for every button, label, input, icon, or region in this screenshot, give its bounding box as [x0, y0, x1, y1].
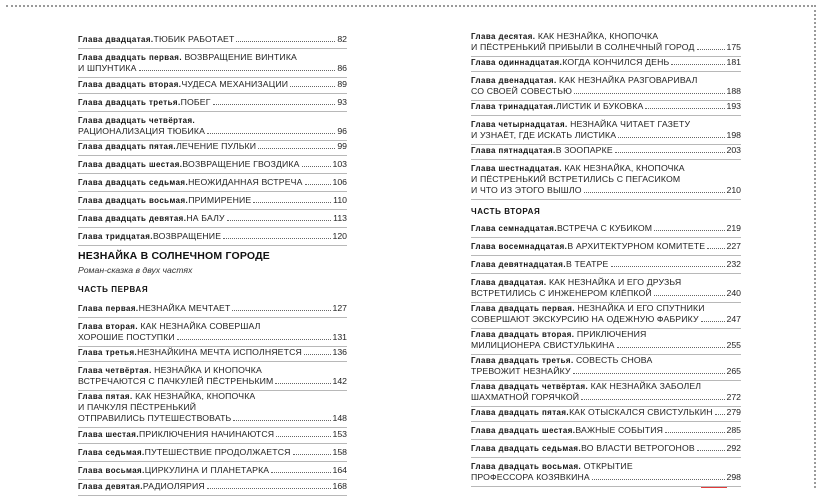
chapter-title-line: В ТЕАТРЕ [565, 259, 609, 269]
toc-line [78, 52, 347, 63]
toc-line [78, 413, 347, 424]
toc-line [78, 365, 347, 376]
dot-leader [611, 266, 725, 267]
chapter-title-line: НЕЗНАЙКА И КНОПОЧКА [154, 365, 262, 375]
page-number: 272 [726, 392, 741, 402]
chapter-label: Глава двадцать третья. [78, 98, 181, 107]
chapter-title-line: КАК НЕЗНАЙКА И ЕГО ДРУЗЬЯ [548, 277, 682, 287]
entry-separator [78, 209, 347, 210]
toc-line [471, 241, 741, 252]
toc-line [471, 392, 741, 403]
entry-separator [471, 273, 741, 274]
entry-separator [78, 173, 347, 174]
chapter-label: Глава двадцатая. [78, 35, 154, 44]
entry-separator [78, 77, 347, 78]
page-number: 240 [726, 288, 741, 298]
toc-line [471, 355, 741, 366]
chapter-label: Глава девятнадцатая. [471, 260, 566, 269]
toc-line [78, 429, 347, 440]
chapter-label: Глава двадцать восьмая. [471, 462, 582, 471]
chapter-label: Глава шестая. [78, 430, 139, 439]
toc-line [78, 447, 347, 458]
chapter-label: Глава двадцать вторая. [78, 80, 182, 89]
entry-separator [471, 71, 741, 72]
page-number: 103 [332, 159, 347, 169]
chapter-title-line: ТРЕВОЖИТ НЕЗНАЙКУ [471, 366, 571, 376]
toc-line [78, 402, 347, 413]
chapter-label: Глава седьмая. [78, 448, 145, 457]
chapter-title-line: ВОЗВРАЩЕНИЕ [152, 231, 222, 241]
page-number: 285 [726, 425, 741, 435]
chapter-title-line: РАЦИОНАЛИЗАЦИЯ ТЮБИКА [78, 126, 206, 136]
chapter-title-line: КОГДА КОНЧИЛСЯ ДЕНЬ [562, 57, 670, 67]
chapter-label: Глава тринадцатая. [471, 102, 556, 111]
page-number: 292 [726, 443, 741, 453]
page-number: 113 [333, 213, 347, 223]
chapter-title-line: ВАЖНЫЕ СОБЫТИЯ [575, 425, 664, 435]
dot-leader [236, 41, 335, 42]
chapter-title-line: НЕЗНАЙКА ЧИТАЕТ ГАЗЕТУ [570, 119, 691, 129]
chapter-label: Глава третья. [78, 348, 138, 357]
chapter-label: Глава двадцать девятая. [78, 214, 187, 223]
chapter-label: Глава восемнадцатая. [471, 242, 568, 251]
dot-leader [223, 238, 330, 239]
entry-separator [78, 227, 347, 228]
chapter-label: Глава четвёртая. [78, 366, 152, 375]
toc-line [78, 34, 347, 45]
chapter-label: Глава пятнадцатая. [471, 146, 556, 155]
chapter-title-line: ПРИКЛЮЧЕНИЯ [576, 329, 647, 339]
toc-line [471, 407, 741, 418]
book-title: НЕЗНАЙКА В СОЛНЕЧНОМ ГОРОДЕ [78, 250, 271, 262]
chapter-label: Глава двадцать первая. [78, 53, 183, 62]
toc-line [78, 213, 347, 224]
chapter-title-line: ОТКРЫТИЕ [583, 461, 633, 471]
chapter-title-line: ХОРОШИЕ ПОСТУПКИ [78, 332, 175, 342]
toc-line [471, 57, 741, 68]
chapter-label: Глава двадцать четвёртая. [471, 382, 589, 391]
entry-separator [78, 427, 347, 428]
entry-separator [78, 155, 347, 156]
chapter-title-line: РАДИОЛЯРИЯ [142, 481, 205, 491]
chapter-label: Глава двенадцатая. [471, 76, 557, 85]
chapter-title-line: И ПАЧКУЛЯ ПЁСТРЕНЬКИЙ [78, 402, 197, 412]
top-dotted-border [6, 5, 813, 15]
dot-leader [253, 202, 331, 203]
chapter-title-line: ВОЗВРАЩЕНИЕ ГВОЗДИКА [182, 159, 300, 169]
page-number: 148 [332, 413, 347, 423]
page-number: 153 [332, 429, 347, 439]
dot-leader [139, 70, 336, 71]
chapter-title-line: ТЮБИК РАБОТАЕТ [153, 34, 235, 44]
page-number: 158 [332, 447, 347, 457]
chapter-title-line: ОТПРАВИЛИСЬ ПУТЕШЕСТВОВАТЬ [78, 413, 232, 423]
dot-leader [232, 310, 330, 311]
chapter-label: Глава двадцать шестая. [78, 160, 183, 169]
toc-line [471, 163, 741, 174]
dot-leader [177, 339, 331, 340]
toc-line [471, 31, 741, 42]
dot-leader [618, 137, 724, 138]
entry-separator [471, 439, 741, 440]
page-number: 279 [726, 407, 741, 417]
toc-line [78, 332, 347, 343]
chapter-title-line: ПОБЕГ [180, 97, 211, 107]
chapter-title-line: ПУТЕШЕСТВИЕ ПРОДОЛЖАЕТСЯ [144, 447, 291, 457]
entry-separator [78, 461, 347, 462]
page-number: 110 [333, 195, 347, 205]
toc-line [78, 63, 347, 74]
chapter-title-line: КАК ОТЫСКАЛСЯ СВИСТУЛЬКИН [569, 407, 713, 417]
dot-leader [227, 220, 332, 221]
entry-separator [471, 457, 741, 458]
page-number: 210 [726, 185, 741, 195]
chapter-title-line: СО СВОЕЙ СОВЕСТЬЮ [471, 86, 572, 96]
toc-line [471, 314, 741, 325]
chapter-label: Глава вторая. [78, 322, 138, 331]
dot-leader [715, 414, 725, 415]
toc-line [78, 79, 347, 90]
page-number: 219 [726, 223, 741, 233]
chapter-title-line: НА БАЛУ [186, 213, 225, 223]
toc-line [471, 472, 741, 483]
chapter-title-line: СОВЕРШАЮТ ЭКСКУРСИЮ НА ОДЕЖНУЮ ФАБРИКУ [471, 314, 699, 324]
page-number: 99 [337, 141, 347, 151]
dot-leader [275, 383, 330, 384]
page-number: 175 [726, 42, 741, 52]
chapter-title-line: МИЛИЦИОНЕРА СВИСТУЛЬКИНА [471, 340, 615, 350]
page-number: 136 [332, 347, 347, 357]
toc-line [471, 340, 741, 351]
toc-line [471, 119, 741, 130]
page-number: 142 [332, 376, 347, 386]
entry-separator [471, 421, 741, 422]
chapter-label: Глава двадцать первая. [471, 304, 576, 313]
toc-line [471, 223, 741, 234]
chapter-title-line: КАК НЕЗНАЙКА ЗАБОЛЕЛ [590, 381, 702, 391]
toc-line [78, 321, 347, 332]
toc-line [471, 101, 741, 112]
chapter-label: Глава пятая. [78, 392, 133, 401]
chapter-title-line: И ПЁСТРЕНЬКИЙ ПРИБЫЛИ В СОЛНЕЧНЫЙ ГОРОД [471, 42, 695, 52]
chapter-title-line: НЕОЖИДАННАЯ ВСТРЕЧА [188, 177, 303, 187]
dot-leader [258, 148, 335, 149]
entry-separator [78, 191, 347, 192]
chapter-label: Глава тридцатая. [78, 232, 153, 241]
chapter-title-line: КАК НЕЗНАЙКА РАЗГОВАРИВАЛ [559, 75, 698, 85]
entry-separator [471, 159, 741, 160]
chapter-label: Глава двадцать восьмая. [78, 196, 189, 205]
toc-line [78, 465, 347, 476]
dot-leader [302, 166, 331, 167]
chapter-title-line: ЛЕЧЕНИЕ ПУЛЬКИ [176, 141, 257, 151]
page-number: 227 [726, 241, 741, 251]
chapter-label: Глава восьмая. [78, 466, 145, 475]
dot-leader [581, 399, 724, 400]
chapter-label: Глава двадцать вторая. [471, 330, 575, 339]
chapter-title-line: ВСТРЕЧА С КУБИКОМ [556, 223, 653, 233]
chapter-title-line: ПРИМИРЕНИЕ [188, 195, 252, 205]
dot-leader [592, 479, 725, 480]
chapter-label: Глава двадцатая. [471, 278, 547, 287]
toc-line [78, 347, 347, 358]
chapter-label: Глава семнадцатая. [471, 224, 557, 233]
page-number: 96 [337, 126, 347, 136]
toc-line [78, 159, 347, 170]
toc-line [78, 97, 347, 108]
dot-leader [697, 450, 725, 451]
chapter-title-line: КАК НЕЗНАЙКА, КНОПОЧКА [564, 163, 685, 173]
chapter-label: Глава двадцать седьмая. [471, 444, 582, 453]
chapter-title-line: И ЧТО ИЗ ЭТОГО ВЫШЛО [471, 185, 582, 195]
chapter-title-line: ЧУДЕСА МЕХАНИЗАЦИИ [181, 79, 289, 89]
chapter-label: Глава двадцать шестая. [471, 426, 576, 435]
toc-line [471, 425, 741, 436]
entry-separator [78, 111, 347, 112]
chapter-label: Глава шестнадцатая. [471, 164, 563, 173]
toc-line [471, 443, 741, 454]
entry-separator [78, 93, 347, 94]
entry-separator [78, 48, 347, 49]
toc-line [78, 376, 347, 387]
chapter-label: Глава десятая. [471, 32, 536, 41]
chapter-title-line: НЕЗНАЙКА И ЕГО СПУТНИКИ [577, 303, 705, 313]
chapter-title-line: КАК НЕЗНАЙКА, КНОПОЧКА [135, 391, 256, 401]
page-number: 232 [726, 259, 741, 269]
dot-leader [665, 432, 724, 433]
dot-leader [697, 49, 725, 50]
toc-line [78, 481, 347, 492]
part-two-header: ЧАСТЬ ВТОРАЯ [471, 207, 541, 216]
toc-line [471, 86, 741, 97]
dot-leader [617, 347, 725, 348]
entry-separator [78, 443, 347, 444]
dot-leader [290, 86, 335, 87]
chapter-title-line: ШАХМАТНОЙ ГОРЯЧКОЙ [471, 392, 580, 402]
chapter-label: Глава одиннадцатая. [471, 58, 563, 67]
toc-line [471, 145, 741, 156]
dot-leader [654, 295, 725, 296]
dot-leader [654, 230, 724, 231]
page-number: 127 [332, 303, 347, 313]
toc-line [471, 277, 741, 288]
entry-separator [471, 115, 741, 116]
page-number: 255 [726, 340, 741, 350]
page-number: 82 [337, 34, 347, 44]
toc-line [471, 303, 741, 314]
dot-leader [701, 321, 725, 322]
dot-leader [671, 64, 724, 65]
chapter-title-line: В АРХИТЕКТУРНОМ КОМИТЕТЕ [567, 241, 706, 251]
page-number: 131 [332, 332, 347, 342]
entry-separator [471, 199, 741, 200]
toc-line [471, 288, 741, 299]
chapter-title-line: ВСТРЕТИЛИСЬ С ИНЖЕНЕРОМ КЛЁПКОЙ [471, 288, 652, 298]
page-number: 164 [332, 465, 347, 475]
dot-leader [233, 420, 330, 421]
dot-leader [304, 354, 331, 355]
toc-line [78, 126, 347, 137]
toc-line [471, 174, 741, 185]
dot-leader [276, 436, 330, 437]
dot-leader [707, 248, 724, 249]
chapter-label: Глава двадцать седьмая. [78, 178, 189, 187]
chapter-title-line: ВОЗВРАЩЕНИЕ ВИНТИКА [184, 52, 297, 62]
dot-leader [305, 184, 331, 185]
toc-line [471, 329, 741, 340]
entry-separator [78, 317, 347, 318]
page-number: 93 [337, 97, 347, 107]
chapter-title-line: И ШПУНТИКА [78, 63, 137, 73]
toc-line [471, 381, 741, 392]
page-number: 89 [337, 79, 347, 89]
toc-line [78, 391, 347, 402]
page-number: 203 [726, 145, 741, 155]
dot-leader [573, 373, 725, 374]
dot-leader [207, 488, 331, 489]
toc-line [78, 231, 347, 242]
page-number: 181 [726, 57, 741, 67]
chapter-label: Глава девятая. [78, 482, 143, 491]
toc-line [78, 115, 347, 126]
page-number: 198 [726, 130, 741, 140]
toc-line [471, 130, 741, 141]
toc-line [471, 75, 741, 86]
toc-line [471, 366, 741, 377]
chapter-title-line: КАК НЕЗНАЙКА СОВЕРШАЛ [140, 321, 261, 331]
chapter-title-line: ЛИСТИК И БУКОВКА [556, 101, 644, 111]
chapter-title-line: НЕЗНАЙКИНА МЕЧТА ИСПОЛНЯЕТСЯ [137, 347, 302, 357]
page-number: 265 [726, 366, 741, 376]
page-number: 106 [332, 177, 347, 187]
chapter-title-line: ВСТРЕЧАЮТСЯ С ПАЧКУЛЕЙ ПЁСТРЕНЬКИМ [78, 376, 274, 386]
dot-leader [271, 472, 330, 473]
right-dotted-border [812, 5, 816, 488]
toc-line [471, 461, 741, 472]
chapter-title-line: И УЗНАЁТ, ГДЕ ИСКАТЬ ЛИСТИКА [471, 130, 617, 140]
dot-leader [574, 93, 725, 94]
toc-line [471, 259, 741, 270]
chapter-title-line: ВО ВЛАСТИ ВЕТРОГОНОВ [581, 443, 695, 453]
page-number: 168 [332, 481, 347, 491]
dot-leader [615, 152, 725, 153]
page-number: 120 [332, 231, 347, 241]
dot-leader [645, 108, 724, 109]
page-number: 86 [337, 63, 347, 73]
chapter-label: Глава двадцать пятая. [471, 408, 570, 417]
chapter-title-line: СОВЕСТЬ СНОВА [576, 355, 653, 365]
toc-line [78, 303, 347, 314]
entry-separator [78, 245, 347, 246]
entry-separator [78, 479, 347, 480]
page-number: 193 [726, 101, 741, 111]
dot-leader [293, 454, 331, 455]
chapter-title-line: НЕЗНАЙКА МЕЧТАЕТ [138, 303, 231, 313]
book-subtitle: Роман-сказка в двух частях [78, 265, 193, 275]
part-one-header: ЧАСТЬ ПЕРВАЯ [78, 285, 149, 294]
chapter-label: Глава двадцать четвёртая. [78, 116, 196, 125]
entry-separator [471, 237, 741, 238]
toc-line [471, 42, 741, 53]
dot-leader [213, 104, 336, 105]
page-number: 188 [726, 86, 741, 96]
chapter-label: Глава первая. [78, 304, 139, 313]
chapter-title-line: ПРОФЕССОРА КОЗЯВКИНА [471, 472, 590, 482]
toc-line [78, 195, 347, 206]
chapter-title-line: И ПЁСТРЕНЬКИЙ ВСТРЕТИЛИСЬ С ПЕГАСИКОМ [471, 174, 681, 184]
page-number: 247 [726, 314, 741, 324]
dot-leader [207, 133, 335, 134]
toc-line [471, 185, 741, 196]
page-number: 298 [726, 472, 741, 482]
chapter-label: Глава двадцать третья. [471, 356, 574, 365]
dot-leader [584, 192, 725, 193]
toc-line [78, 141, 347, 152]
entry-separator [78, 361, 347, 362]
chapter-title-line: В ЗООПАРКЕ [555, 145, 613, 155]
chapter-label: Глава двадцать пятая. [78, 142, 177, 151]
toc-line [78, 177, 347, 188]
chapter-title-line: ЦИРКУЛИНА И ПЛАНЕТАРКА [144, 465, 270, 475]
chapter-label: Глава четырнадцатая. [471, 120, 568, 129]
chapter-title-line: ПРИКЛЮЧЕНИЯ НАЧИНАЮТСЯ [138, 429, 275, 439]
entry-separator [471, 255, 741, 256]
chapter-title-line: КАК НЕЗНАЙКА, КНОПОЧКА [537, 31, 659, 41]
